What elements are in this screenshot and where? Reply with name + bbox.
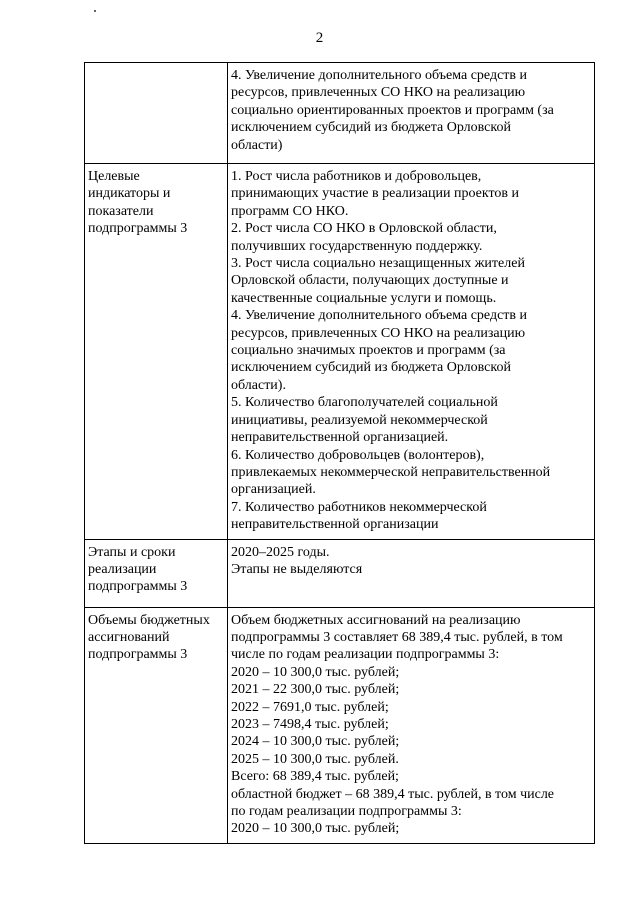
cell-text-line: по годам реализации подпрограммы 3: — [231, 804, 462, 819]
cell-text-line: 3. Рост числа социально незащищенных жителей — [231, 256, 525, 272]
cell-text-line: числе по годам реализации подпрограммы 3: — [231, 647, 500, 663]
cell-text-line: областной бюджет – 68 389,4 тыс. рублей, в том числе — [231, 786, 555, 802]
cell-text-line: Этапы и сроки — [88, 544, 176, 560]
cell-text-line: индикаторы и — [88, 186, 171, 202]
cell-text-line: 2022 – 7691,0 тыс. рублей; — [231, 699, 389, 715]
row-label-cell — [85, 607, 228, 843]
row-label-cell — [85, 63, 228, 164]
table-row — [85, 539, 595, 607]
cell-text-line: 2021 – 22 300,0 тыс. рублей; — [231, 682, 400, 698]
cell-text-line: реализации — [88, 561, 157, 577]
cell-text-line: 4. Увеличение дополнительного объема средств и — [231, 308, 528, 324]
table-row — [85, 164, 595, 540]
passport-table — [84, 62, 595, 844]
cell-text-line: Объемы бюджетных — [88, 612, 210, 628]
cell-text-line: 2. Рост числа СО НКО в Орловской области, — [231, 221, 497, 237]
cell-text-line: подпрограммы 3 составляет 68 389,4 тыс. рублей, в том — [231, 629, 563, 645]
table-row — [85, 63, 595, 164]
cell-text-line: 2023 – 7498,4 тыс. рублей; — [231, 716, 389, 732]
cell-text-line: Этапы не выделяются — [231, 561, 363, 577]
cell-text-line: социально значимых проектов и программ (за — [231, 343, 506, 359]
cell-text-line: привлекаемых некоммерческой неправительственной — [231, 464, 551, 480]
cell-text-line: подпрограммы 3 — [88, 221, 188, 237]
cell-text-line: подпрограммы 3 — [88, 579, 188, 595]
cell-text-line: программ СО НКО. — [231, 203, 349, 219]
cell-text-line: 2020–2025 годы. — [231, 544, 330, 560]
cell-text-line: получивших государственную поддержку. — [231, 238, 483, 254]
cell-text-line: 1. Рост числа работников и добровольцев, — [231, 169, 482, 184]
cell-text-line: качественные социальные услуги и помощь. — [231, 290, 497, 306]
cell-text-line: неправительственной организации — [231, 517, 439, 533]
cell-text-line: подпрограммы 3 — [88, 647, 188, 663]
row-content-cell — [228, 63, 595, 164]
cell-text-line: неправительственной организацией. — [231, 430, 449, 446]
cell-text-line: Орловской области, получающих доступные и — [231, 273, 509, 289]
cell-text-line: 2020 – 10 300,0 тыс. рублей; — [231, 821, 400, 837]
row-content-cell — [228, 607, 595, 843]
row-label-cell — [85, 164, 228, 540]
cell-text-line: 5. Количество благополучателей социальной — [231, 395, 498, 411]
cell-text-line: 2025 – 10 300,0 тыс. рублей. — [231, 751, 399, 767]
row-content-cell — [228, 164, 595, 540]
cell-text-line: Всего: 68 389,4 тыс. рублей; — [231, 769, 399, 785]
scan-speck — [94, 10, 96, 12]
cell-text-line: области) — [231, 137, 283, 153]
cell-text-line: инициативы, реализуемой некоммерческой — [231, 412, 488, 428]
table-row — [85, 607, 595, 843]
page-number: 2 — [315, 30, 324, 46]
cell-text-line: организацией. — [231, 482, 316, 498]
cell-text-line: 7. Количество работников некоммерческой — [231, 499, 487, 515]
cell-text-line: 2020 – 10 300,0 тыс. рублей; — [231, 664, 400, 680]
row-content-cell — [228, 539, 595, 607]
cell-text-line: Целевые — [88, 169, 140, 184]
cell-text-line: 2024 – 10 300,0 тыс. рублей; — [231, 734, 400, 750]
cell-text-line: показатели — [88, 203, 154, 219]
cell-text-line: исключением субсидий из бюджета Орловской — [231, 120, 511, 136]
row-label-cell — [85, 539, 228, 607]
cell-text-line: ресурсов, привлеченных СО НКО на реализацию — [231, 325, 526, 341]
cell-text-line: социально ориентированных проектов и программ (за — [231, 102, 554, 118]
cell-text-line: области). — [231, 377, 286, 393]
cell-text-line: 4. Увеличение дополнительного объема средств и — [231, 68, 528, 83]
cell-text-line: 6. Количество добровольцев (волонтеров), — [231, 447, 485, 463]
cell-text-line: ресурсов, привлеченных СО НКО на реализацию — [231, 85, 526, 101]
cell-text-line: исключением субсидий из бюджета Орловской — [231, 360, 511, 376]
cell-text-line: ассигнований — [88, 629, 170, 645]
cell-text-line: Объем бюджетных ассигнований на реализацию — [231, 612, 521, 628]
cell-text-line: принимающих участие в реализации проектов и — [231, 186, 520, 202]
